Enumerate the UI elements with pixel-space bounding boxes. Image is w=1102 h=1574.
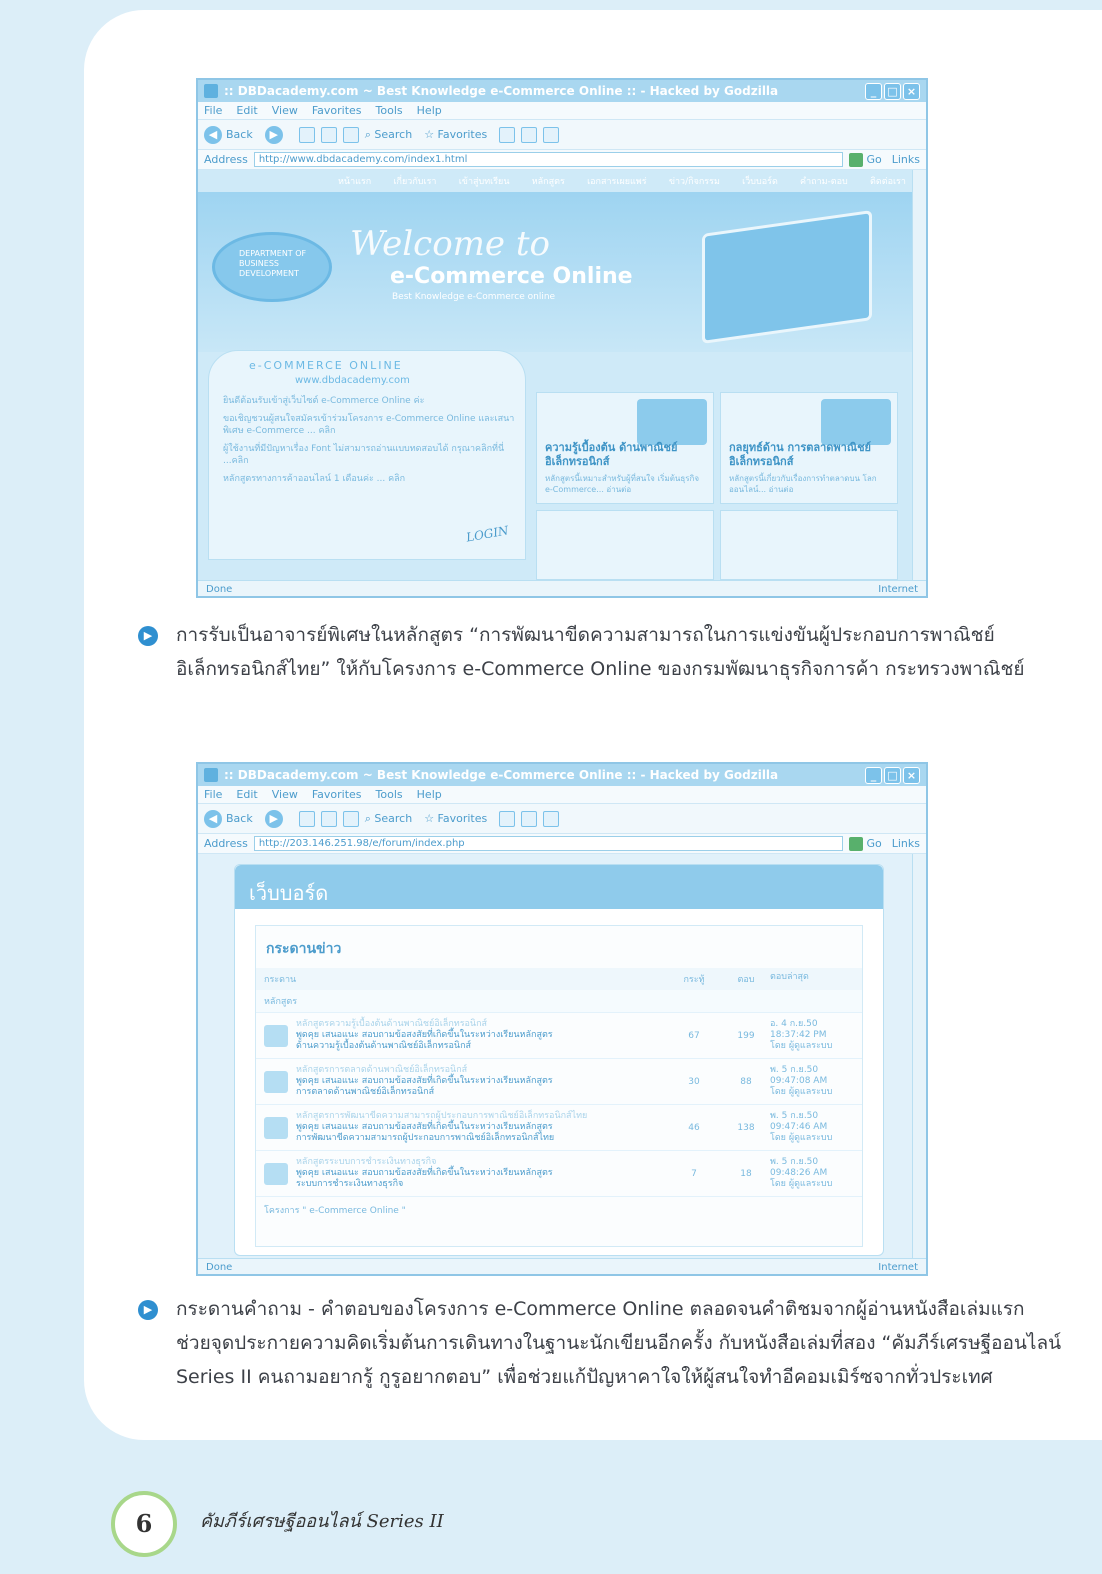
print-icon[interactable] [543, 811, 559, 827]
favorites-label: Favorites [437, 812, 488, 825]
go-label: Go [866, 837, 882, 850]
last-post [770, 1019, 854, 1052]
welcome-card [208, 350, 526, 560]
favorites-button[interactable] [424, 128, 487, 141]
nav-item[interactable]: เอกสารเผยแพร่ [587, 177, 647, 187]
forum-desc: ด้านความรู้เบื้องต้นด้านพาณิชย์อิเล็กทรอนิกส์ [296, 1041, 472, 1051]
forum-icon [264, 1117, 288, 1139]
nav-item[interactable]: ข่าว/กิจกรรม [668, 177, 720, 187]
go-arrow-icon [849, 153, 863, 167]
table-row[interactable] [256, 1104, 862, 1150]
forum-icon [264, 1025, 288, 1047]
window-titlebar [198, 80, 926, 102]
last-post [770, 1065, 854, 1098]
forum-text [296, 1157, 553, 1190]
history-icon[interactable] [499, 811, 515, 827]
last-post-time: 18:37:42 PM [770, 1030, 827, 1040]
table-row[interactable] [256, 1058, 862, 1104]
last-post-date: พ. 5 ก.ย.50 [770, 1065, 819, 1075]
go-button[interactable] [849, 837, 881, 851]
news-list [223, 395, 515, 491]
star-icon: ☆ [424, 128, 438, 141]
card-logo: e-COMMERCE ONLINE [249, 359, 403, 372]
menu-edit[interactable]: Edit [236, 788, 258, 801]
board-footer: โครงการ " e-Commerce Online " [256, 1196, 862, 1223]
menu-file[interactable]: File [204, 788, 223, 801]
history-icon[interactable] [499, 127, 515, 143]
browser-screenshot-homepage [196, 78, 928, 598]
address-label: Address [204, 837, 248, 850]
menu-edit[interactable]: Edit [236, 104, 258, 117]
forum-desc: การพัฒนาขีดความสามารถผู้ประกอบการพาณิชย์อิเล็กทรอนิกส์ไทย [296, 1133, 555, 1143]
stop-icon[interactable] [299, 811, 315, 827]
last-post [770, 1111, 854, 1144]
forum-cell [264, 1111, 666, 1144]
last-post-time: 09:47:08 AM [770, 1076, 828, 1086]
reply-count: 138 [737, 1122, 755, 1133]
promo-card-basics[interactable] [536, 392, 714, 504]
forum-name[interactable]: หลักสูตรความรู้เบื้องต้นด้านพาณิชย์อิเล็กทรอนิกส์ [296, 1019, 488, 1029]
forum-text [296, 1019, 553, 1052]
links-label[interactable]: Links [891, 837, 920, 850]
reply-count: 199 [737, 1030, 755, 1041]
forward-arrow-icon: ▶ [265, 810, 283, 828]
last-post-date: อ. 4 ก.ย.50 [770, 1019, 818, 1029]
address-bar [198, 834, 926, 854]
nav-item[interactable]: เกี่ยวกับเรา [393, 177, 437, 187]
last-post-date: พ. 5 ก.ย.50 [770, 1157, 819, 1167]
col-last-post: ตอบล่าสุด [770, 972, 809, 982]
caption-forum [138, 1292, 1062, 1394]
site-nav [338, 174, 906, 190]
forum-name[interactable]: หลักสูตรระบบการชำระเงินทางธุรกิจ [296, 1157, 437, 1167]
menu-tools[interactable]: Tools [375, 104, 403, 117]
forum-desc: พูดคุย เสนอแนะ สอบถามข้อสงสัยที่เกิดขึ้นในระหว่างเรียนหลักสูตร [296, 1122, 553, 1132]
page-number: 6 [111, 1491, 177, 1557]
laptop-image [702, 210, 872, 344]
status-text: Done [206, 584, 233, 595]
message-board [255, 925, 863, 1247]
forward-button[interactable] [265, 126, 287, 144]
refresh-icon[interactable] [321, 811, 337, 827]
promo-card[interactable] [536, 510, 714, 580]
last-post-author[interactable]: โดย ผู้ดูแลระบบ [770, 1041, 833, 1051]
nav-item[interactable]: หลักสูตร [531, 177, 565, 187]
menu-help[interactable]: Help [416, 104, 442, 117]
menu-tools[interactable]: Tools [375, 788, 403, 801]
minimize-icon[interactable]: _ [865, 83, 882, 100]
forum-desc: พูดคุย เสนอแนะ สอบถามข้อสงสัยที่เกิดขึ้นในระหว่างเรียนหลักสูตร [296, 1076, 553, 1086]
nav-item[interactable]: เว็บบอร์ด [742, 177, 778, 187]
forum-name[interactable]: หลักสูตรการตลาดด้านพาณิชย์อิเล็กทรอนิกส์ [296, 1065, 468, 1075]
zone-text: Internet [878, 584, 918, 595]
mail-icon[interactable] [521, 127, 537, 143]
caption-text: กระดานคำถาม - คำตอบของโครงการ e-Commerce Online ตลอดจนคำติชมจากผู้อ่านหนังสือเล่มแรก ช่วยจุดประกายความคิดเริ่มต้นการเดินทางในฐานะนักเขียนอีกครั้ง กับหนังสือเล่มที่สอง “คัมภีร์เศรษฐีออนไลน์ Series II คนถามอยากรู้ กูรูอยากตอบ” เพื่อช่วยแก้ปัญหาคาใจให้ผู้สนใจทำอีคอมเมิร์ซจากทั่วประเทศ [176, 1298, 1062, 1388]
card-url: www.dbdacademy.com [295, 375, 410, 386]
nav-item[interactable]: คำถาม-ตอบ [800, 177, 848, 187]
back-button[interactable] [204, 810, 253, 828]
home-icon[interactable] [343, 127, 359, 143]
last-post-time: 09:48:26 AM [770, 1168, 828, 1178]
back-label: Back [226, 812, 253, 825]
forward-arrow-icon: ▶ [265, 126, 283, 144]
scrollbar[interactable] [912, 170, 926, 580]
reply-count: 88 [740, 1076, 752, 1087]
promo-image [821, 399, 891, 445]
menu-bar [198, 786, 926, 804]
promo-title: กลยุทธ์ด้าน การตลาดพาณิชย์อิเล็กทรอนิกส์ [729, 441, 871, 468]
close-icon[interactable]: × [903, 767, 920, 784]
forward-button[interactable] [265, 810, 287, 828]
col-topics: กระทู้ [683, 975, 705, 985]
toolbar [198, 804, 926, 834]
welcome-text: Welcome to [350, 224, 550, 264]
close-icon[interactable]: × [903, 83, 920, 100]
back-button[interactable] [204, 126, 253, 144]
promo-image [637, 399, 707, 445]
topic-count: 7 [691, 1168, 697, 1179]
forum-desc: พูดคุย เสนอแนะ สอบถามข้อสงสัยที่เกิดขึ้นในระหว่างเรียนหลักสูตร [296, 1168, 553, 1178]
menu-view[interactable]: View [271, 788, 298, 801]
last-post-date: พ. 5 ก.ย.50 [770, 1111, 819, 1121]
browser-screenshot-forum [196, 762, 928, 1276]
forum-icon [264, 1071, 288, 1093]
scrollbar[interactable] [912, 854, 926, 1258]
hero-banner [198, 192, 912, 352]
favorites-label: Favorites [437, 128, 488, 141]
status-bar [198, 580, 926, 598]
topic-count: 30 [688, 1076, 700, 1087]
window-title: :: DBDacademy.com ~ Best Knowledge e-Commerce Online :: - Hacked by Godzilla [224, 84, 779, 98]
menu-favorites[interactable]: Favorites [311, 104, 362, 117]
forum-icon [264, 1163, 288, 1185]
col-forum: กระดาน [264, 975, 297, 985]
forum-cell [264, 1019, 666, 1052]
address-bar [198, 150, 926, 170]
col-replies: ตอบ [737, 975, 755, 985]
address-input[interactable]: http://www.dbdacademy.com/index1.html [254, 152, 844, 167]
tagline: Best Knowledge e-Commerce online [392, 292, 556, 302]
reply-count: 18 [740, 1168, 752, 1179]
last-post [770, 1157, 854, 1190]
back-arrow-icon: ◀ [204, 126, 222, 144]
go-arrow-icon [849, 837, 863, 851]
home-icon[interactable] [343, 811, 359, 827]
news-item[interactable]: หลักสูตรทางการค้าออนไลน์ 1 เดือนค่ะ ... คลิก [223, 474, 406, 484]
topic-count: 46 [688, 1122, 700, 1133]
forum-desc: ระบบการชำระเงินทางธุรกิจ [296, 1179, 404, 1189]
maximize-icon[interactable]: □ [884, 83, 901, 100]
promo-title: ความรู้เบื้องต้น ด้านพาณิชย์อิเล็กทรอนิกส์ [545, 441, 678, 468]
forum-cell [264, 1157, 666, 1190]
address-label: Address [204, 153, 248, 166]
star-icon: ☆ [424, 812, 438, 825]
promo-desc: หลักสูตรนี้เกี่ยวกับเรื่องการทำตลาดบน โลกออนไลน์... อ่านต่อ [729, 474, 877, 494]
menu-favorites[interactable]: Favorites [311, 788, 362, 801]
forum-name[interactable]: หลักสูตรการพัฒนาขีดความสามารถผู้ประกอบการพาณิชย์อิเล็กทรอนิกส์ไทย [296, 1111, 588, 1121]
login-badge[interactable]: LOGIN [465, 523, 510, 545]
news-heading: ยินดีต้อนรับเข้าสู่เว็บไซต์ e-Commerce Online ค่ะ [223, 396, 425, 406]
arrow-bullet-icon: ▶ [138, 626, 158, 646]
menu-bar [198, 102, 926, 120]
page-content [198, 854, 926, 1276]
menu-help[interactable]: Help [416, 788, 442, 801]
promo-desc: หลักสูตรนี้เหมาะสำหรับผู้ที่สนใจ เริ่มต้นธุรกิจ e-Commerce... อ่านต่อ [545, 474, 700, 494]
book-title: คัมภีร์เศรษฐีออนไลน์ Series II [200, 1511, 444, 1532]
forum-desc: พูดคุย เสนอแนะ สอบถามข้อสงสัยที่เกิดขึ้นในระหว่างเรียนหลักสูตร [296, 1030, 553, 1040]
search-button[interactable] [365, 128, 412, 142]
go-label: Go [866, 153, 882, 166]
arrow-bullet-icon: ▶ [138, 1300, 158, 1320]
last-post-author[interactable]: โดย ผู้ดูแลระบบ [770, 1133, 833, 1143]
nav-item[interactable]: ติดต่อเรา [870, 177, 906, 187]
status-text: Done [206, 1262, 233, 1273]
back-label: Back [226, 128, 253, 141]
caption-text: การรับเป็นอาจารย์พิเศษในหลักสูตร “การพัฒนาขีดความสามารถในการแข่งขันผู้ประกอบการพาณิชย์อิเล็กทรอนิกส์ไทย” ให้กับโครงการ e-Commerce Online ของกรมพัฒนาธุรกิจการค้า กระทรวงพาณิชย์ [176, 624, 1025, 680]
table-header [256, 968, 862, 990]
status-bar [198, 1258, 926, 1276]
search-icon: ⌕ [364, 127, 375, 141]
ie-icon [204, 768, 218, 782]
news-item[interactable]: ผู้ใช้งานที่มีปัญหาเรื่อง Font ไม่สามารถอ่านแบบทดสอบได้ กรุณาคลิกที่นี่ ...คลิก [223, 444, 505, 466]
ie-icon [204, 84, 218, 98]
search-label: Search [374, 128, 413, 141]
search-button[interactable] [365, 812, 412, 826]
last-post-author[interactable]: โดย ผู้ดูแลระบบ [770, 1179, 833, 1189]
refresh-icon[interactable] [321, 127, 337, 143]
table-row[interactable] [256, 1150, 862, 1196]
menu-file[interactable]: File [204, 104, 223, 117]
search-icon: ⌕ [364, 811, 375, 825]
news-item[interactable]: ขอเชิญชวนผู้สนใจสมัครเข้าร่วมโครงการ e-Commerce Online และเสนาพิเศษ e-Commerce ... คลิก [223, 414, 515, 436]
nav-item[interactable]: เข้าสู่บทเรียน [458, 177, 510, 187]
nav-item[interactable]: หน้าแรก [338, 177, 372, 187]
department-logo: DEPARTMENT OF BUSINESS DEVELOPMENT [212, 232, 332, 302]
print-icon[interactable] [543, 127, 559, 143]
forum-text [296, 1111, 587, 1144]
forum-panel [234, 864, 884, 1256]
last-post-time: 09:47:46 AM [770, 1122, 828, 1132]
stop-icon[interactable] [299, 127, 315, 143]
toolbar [198, 120, 926, 150]
forum-text [296, 1065, 553, 1098]
category-row: หลักสูตร [256, 990, 862, 1012]
window-title: :: DBDacademy.com ~ Best Knowledge e-Commerce Online :: - Hacked by Godzilla [224, 768, 779, 782]
headline: e-Commerce Online [390, 264, 633, 289]
mail-icon[interactable] [521, 811, 537, 827]
caption-lecturer [138, 618, 1062, 686]
favorites-button[interactable] [424, 812, 487, 825]
forum-cell [264, 1065, 666, 1098]
table-row[interactable] [256, 1012, 862, 1058]
go-button[interactable] [849, 153, 881, 167]
forum-desc: การตลาดด้านพาณิชย์อิเล็กทรอนิกส์ [296, 1087, 435, 1097]
board-title: กระดานข่าว [266, 941, 342, 957]
back-arrow-icon: ◀ [204, 810, 222, 828]
forum-title: เว็บบอร์ด [235, 865, 883, 909]
links-label[interactable]: Links [891, 153, 920, 166]
promo-card[interactable] [720, 510, 898, 580]
minimize-icon[interactable]: _ [865, 767, 882, 784]
menu-view[interactable]: View [271, 104, 298, 117]
maximize-icon[interactable]: □ [884, 767, 901, 784]
page-content [198, 170, 926, 598]
topic-count: 67 [688, 1030, 700, 1041]
last-post-author[interactable]: โดย ผู้ดูแลระบบ [770, 1087, 833, 1097]
zone-text: Internet [878, 1262, 918, 1273]
promo-card-marketing[interactable] [720, 392, 898, 504]
search-label: Search [374, 812, 413, 825]
address-input[interactable]: http://203.146.251.98/e/forum/index.php [254, 836, 844, 851]
window-titlebar [198, 764, 926, 786]
